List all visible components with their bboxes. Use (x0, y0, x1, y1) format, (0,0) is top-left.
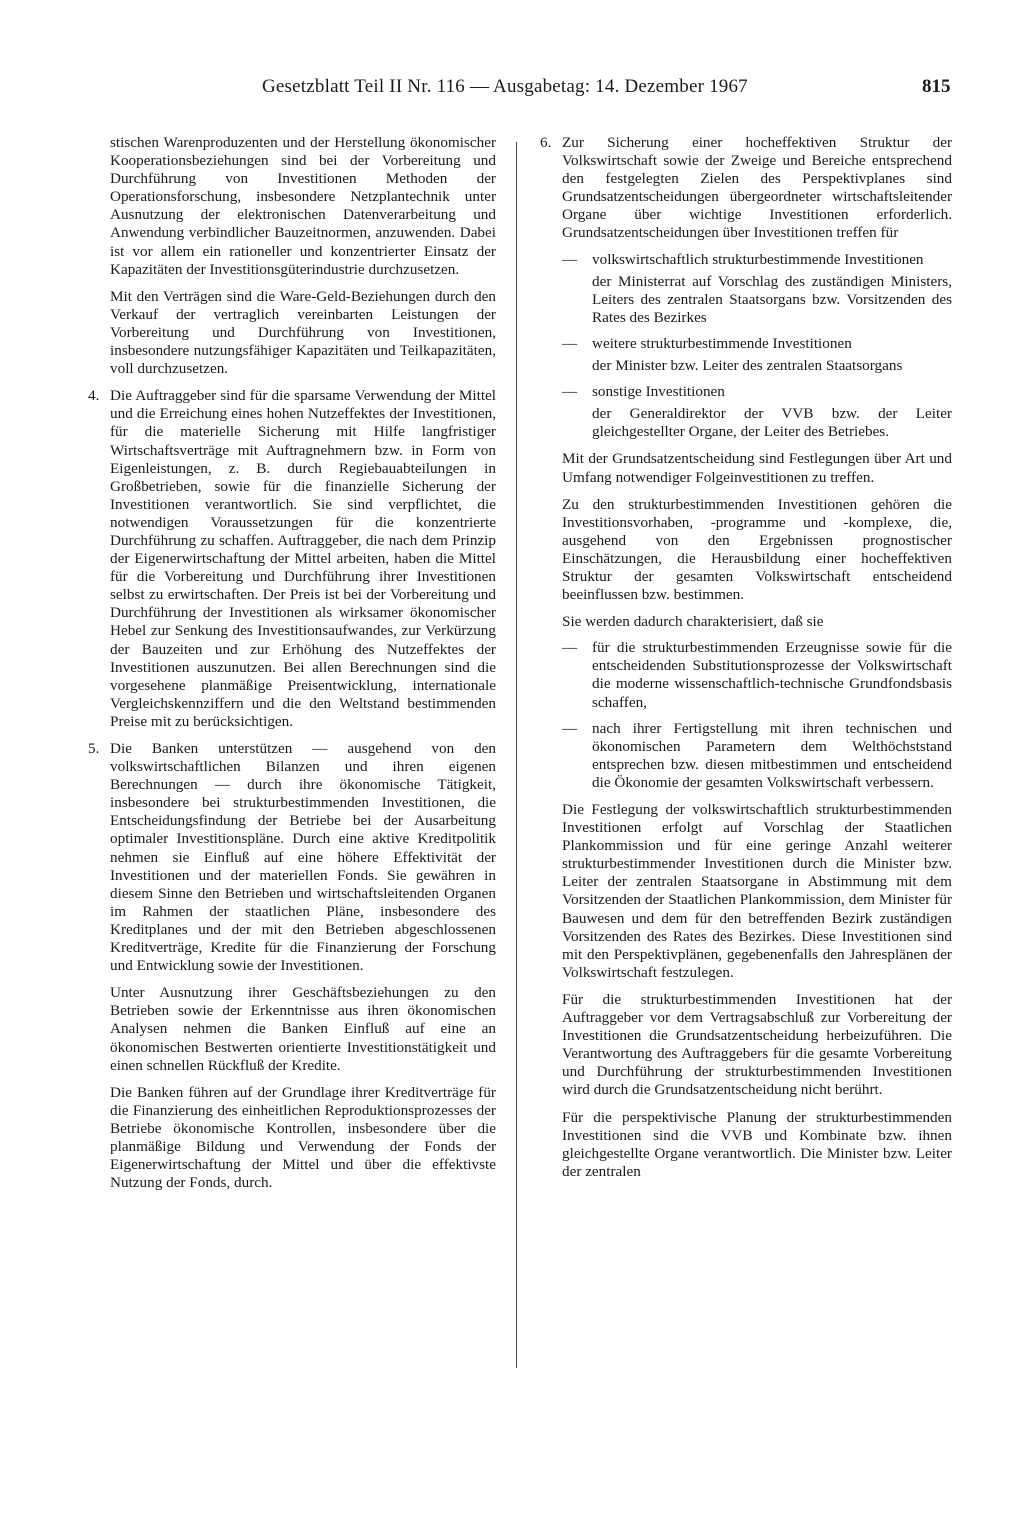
dash-marker: — (562, 719, 578, 737)
column-divider (516, 142, 517, 1368)
dash-text: für die strukturbestimmenden Erzeugnisse sowie für die entscheidenden Substitutionsprozesse der Volkswirtschaft die moderne wissenschaftlich-technische Grundfondsbasis schaffen, (592, 639, 952, 711)
paragraph: Unter Ausnutzung ihrer Geschäftsbeziehungen zu den Betrieben sowie der Erkenntnisse aus ihren ökonomischen Analysen nehmen die Banken Einfluß auf eine an ökonomischen Bestwerten orientierte Investitionstätigkeit und einen schnellen Rückfluß der Kredite. (110, 984, 496, 1074)
dash-marker: — (562, 334, 578, 352)
paragraph: Für die strukturbestimmenden Investitionen hat der Auftraggeber vor dem Vertragsabschluß zur Vorbereitung der Investitionen die Grundsatzentscheidung herbeizuführen. Die Verantwortung des Auftraggebers für die gesamte Vorbereitung und Durchführung der strukturbestimmenden Investitionen wird durch die Grundsatzentscheidung nicht berührt. (562, 990, 952, 1099)
page-header (0, 76, 1024, 106)
numbered-item-4 (88, 387, 496, 731)
dash-item (540, 720, 952, 792)
dash-text: weitere strukturbestimmende Investitionen (592, 334, 852, 352)
dash-marker: — (562, 639, 578, 657)
dash-item (540, 251, 952, 269)
numbered-item-6 (540, 134, 952, 243)
item-number: 6. (540, 134, 552, 151)
paragraph: Mit der Grundsatzentscheidung sind Festlegungen über Art und Umfang notwendiger Folgeinvestitionen zu treffen. (562, 450, 952, 486)
item-text: Die Banken unterstützen — ausgehend von den volkswirtschaftlichen Bilanzen und ihren eigenen Berechnungen — durch ihre ökonomische Tätigkeit, insbesondere bei strukturbestimmenden Investitionen, die Entscheidungsfindung der Betriebe bei der Ausarbeitung optimaler Investitionspläne. Durch eine aktive Kreditpolitik nehmen sie Einfluß auf eine höhere Effektivität der Investitionen und der materiellen Fonds. Sie gewähren in diesem Sinne den Betrieben und wirtschaftsleitenden Organen im Rahmen der staatlichen Pläne, insbesondere des Kreditplanes und der mit den Betrieben abgeschlossenen Kreditverträge, Kredite für die Finanzierung der Forschung und Entwicklung sowie der Investitionen. (110, 740, 496, 975)
header-title: Gesetzblatt Teil II Nr. 116 — Ausgabetag: 14. Dezember 1967 (262, 76, 748, 97)
numbered-item-5 (88, 740, 496, 975)
dash-text: volkswirtschaftlich strukturbestimmende Investitionen (592, 250, 924, 268)
dash-sub-text: der Generaldirektor der VVB bzw. der Leiter gleichgestellter Organe, der Leiter des Betriebes. (592, 405, 952, 441)
dash-marker: — (562, 250, 578, 268)
item-number: 4. (88, 387, 100, 405)
dash-item (540, 383, 952, 401)
item-number: 5. (88, 740, 100, 757)
dash-marker: — (562, 383, 578, 401)
paragraph: stischen Warenproduzenten und der Herstellung ökonomischer Kooperationsbeziehungen sind bei der Vorbereitung und Durchführung von Investitionen Methoden der Operationsforschung, insbesondere Netzplantechnik unter Ausnutzung der elektronischen Datenverarbeitung und Anwendung verbindlicher Bauzeitnormen, anzuwenden. Dabei ist vor allem ein rationeller und konzentrierter Einsatz der Kapazitäten der Investitionsgüterindustrie durchzusetzen. (110, 134, 496, 278)
dash-sub-text: der Minister bzw. Leiter des zentralen Staatsorgans (592, 357, 903, 375)
dash-item (540, 639, 952, 711)
dash-sub-text: der Ministerrat auf Vorschlag des zuständigen Ministers, Leiters des zentralen Staatsorgans bzw. Vorsitzenden des Rates des Bezirkes (592, 272, 952, 326)
paragraph: Die Festlegung der volkswirtschaftlich strukturbestimmenden Investitionen erfolgt auf Vorschlag der Staatlichen Plankommission und für eine geringe Anzahl weiterer strukturbestimmender Investitionen durch die Minister bzw. Leiter der zentralen Staatsorgane in Abstimmung mit dem Vorsitzenden der Staatlichen Plankommission, dem Minister für Bauwesen und dem für den betreffenden Bezirk zuständigen Vorsitzenden des Rates des Bezirkes. Diese Investitionen sind mit den Perspektivplänen, gegebenenfalls den Jahresplänen der Volkswirtschaft festzulegen. (562, 801, 952, 981)
left-column (88, 134, 496, 1192)
paragraph: Zu den strukturbestimmenden Investitionen gehören die Investitionsvorhaben, -programme und -komplexe, die, ausgehend von den Ergebnissen prognostischer Einschätzungen, die Herausbildung einer hocheffektiven Struktur der gesamten Volkswirtschaft entscheidend beeinflussen bzw. bestimmen. (562, 495, 952, 604)
dash-item (540, 335, 952, 353)
dash-text: sonstige Investitionen (592, 383, 725, 401)
page-number: 815 (922, 76, 951, 97)
item-text: Die Auftraggeber sind für die sparsame Verwendung der Mittel und die Erreichung eines hohen Nutzeffektes der Investitionen, für die materielle Sicherung mit Hilfe langfristiger Wirtschaftsverträge mit Auftragnehmern bzw. in Form von Eigenleistungen, z. B. durch Regiebauabteilungen in Großbetrieben, sowie für die finanzielle Sicherung der Investitionen verantwortlich. Sie sind verpflichtet, die notwendigen Voraussetzungen für die konzentrierte Durchführung zu schaffen. Auftraggeber, die nach dem Prinzip der Eigenerwirtschaftung der Mittel arbeiten, haben die Mittel für die Vorbereitung und Durchführung ihrer Investitionen selbst zu erwirtschaften. Der Preis ist bei der Vorbereitung und Durchführung der Investitionen als wirksamer ökonomischer Hebel zur Senkung des Investitionsaufwandes, zur Verkürzung der Bauzeiten und zur Erhöhung des Nutzeffektes der Investitionen auszunutzen. Bei allen Berechnungen sind die vorgesehene planmäßige Preisentwicklung, internationale Vergleichskennziffern und die den Weltstand bestimmenden Preise mit zu berücksichtigen. (110, 387, 496, 730)
paragraph: Für die perspektivische Planung der strukturbestimmenden Investitionen sind die VVB und Kombinate bzw. ihnen gleichgestellte Organe verantwortlich. Die Minister bzw. Leiter der zentralen (562, 1108, 952, 1180)
paragraph: Mit den Verträgen sind die Ware-Geld-Beziehungen durch den Verkauf der vertraglich vereinbarten Leistungen der Vorbereitung und Durchführung von Investitionen, insbesondere nutzungsfähiger Kapazitäten und Teilkapazitäten, voll durchzusetzen. (110, 287, 496, 378)
paragraph: Sie werden dadurch charakterisiert, daß sie (562, 613, 824, 631)
item-text: Zur Sicherung einer hocheffektiven Struktur der Volkswirtschaft sowie der Zweige und Bereiche entsprechend den festgelegten Zielen des Perspektivplanes sind Grundsatzentscheidungen übergeordneter wirtschaftsleitender Organe über wichtige Investitionen erforderlich. Grundsatzentscheidungen über Investitionen treffen für (562, 134, 952, 242)
paragraph: Die Banken führen auf der Grundlage ihrer Kreditverträge für die Finanzierung des einheitlichen Reproduktionsprozesses der Betriebe ökonomische Kontrollen, insbesondere über die planmäßige Bildung und Verwendung der Fonds der Eigenerwirtschaftung der Mittel und über die effektivste Nutzung der Fonds, durch. (110, 1083, 496, 1192)
dash-text: nach ihrer Fertigstellung mit ihren technischen und ökonomischen Parametern dem Welthöchststand entsprechen bzw. diesen mitbestimmen und entscheidend die Ökonomie der gesamten Volkswirtschaft verbessern. (592, 719, 952, 791)
right-column (540, 134, 952, 1181)
